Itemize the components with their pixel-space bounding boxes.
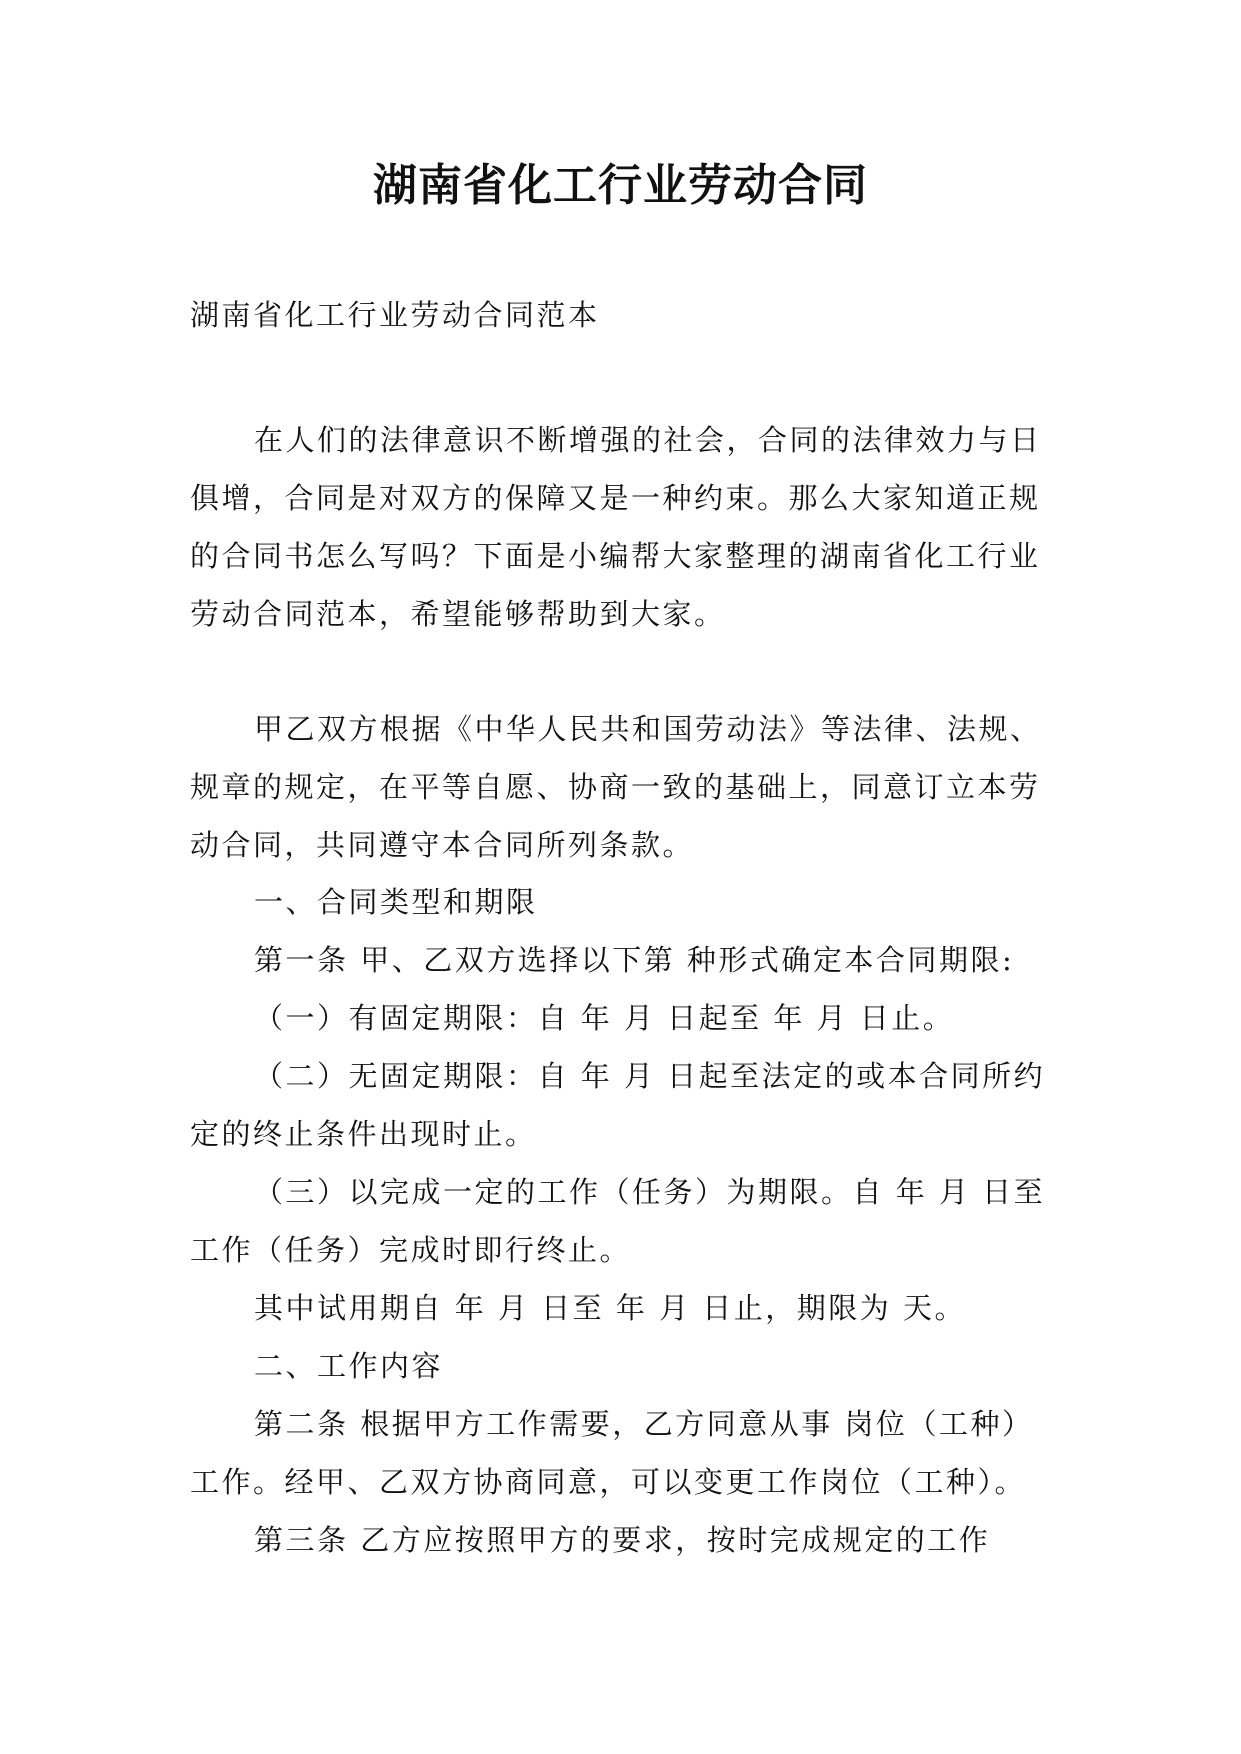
intro-paragraph: 在人们的法律意识不断增强的社会，合同的法律效力与日俱增，合同是对双方的保障又是一种约束。那么大家知道正规的合同书怎么写吗？下面是小编帮大家整理的湖南省化工行业劳动合同范本，希望能够帮助到大家。 [190,423,1042,631]
probation-clause: 其中试用期自 年 月 日至 年 月 日止，期限为 天。 [254,1291,967,1325]
option-open-ended: （二）无固定期限：自 年 月 日起至法定的或本合同所约定的终止条件出现时止。 [190,1059,1046,1151]
contract-clauses [190,873,1050,1569]
article-2: 第二条 根据甲方工作需要，乙方同意从事 岗位（工种）工作。经甲、乙双方协商同意，可以变更工作岗位（工种）。 [190,1407,1034,1499]
article-1: 第一条 甲、乙双方选择以下第 种形式确定本合同期限: [254,943,1015,977]
article-3: 第三条 乙方应按照甲方的要求，按时完成规定的工作 [254,1523,991,1557]
option-task-based: （三）以完成一定的工作（任务）为期限。自 年 月 日至 工作（任务）完成时即行终止。 [190,1175,1046,1267]
document-title: 湖南省化工行业劳动合同 [373,160,868,211]
section-heading-contract-type: 一、合同类型和期限 [254,885,538,919]
section-heading-work-content: 二、工作内容 [254,1349,444,1383]
option-fixed-term: （一）有固定期限：自 年 月 日起至 年 月 日止。 [254,1001,955,1035]
preamble-paragraph: 甲乙双方根据《中华人民共和国劳动法》等法律、法规、规章的规定，在平等自愿、协商一致的基础上，同意订立本劳动合同，共同遵守本合同所列条款。 [190,712,1042,862]
document-subtitle: 湖南省化工行业劳动合同范本 [190,298,600,332]
